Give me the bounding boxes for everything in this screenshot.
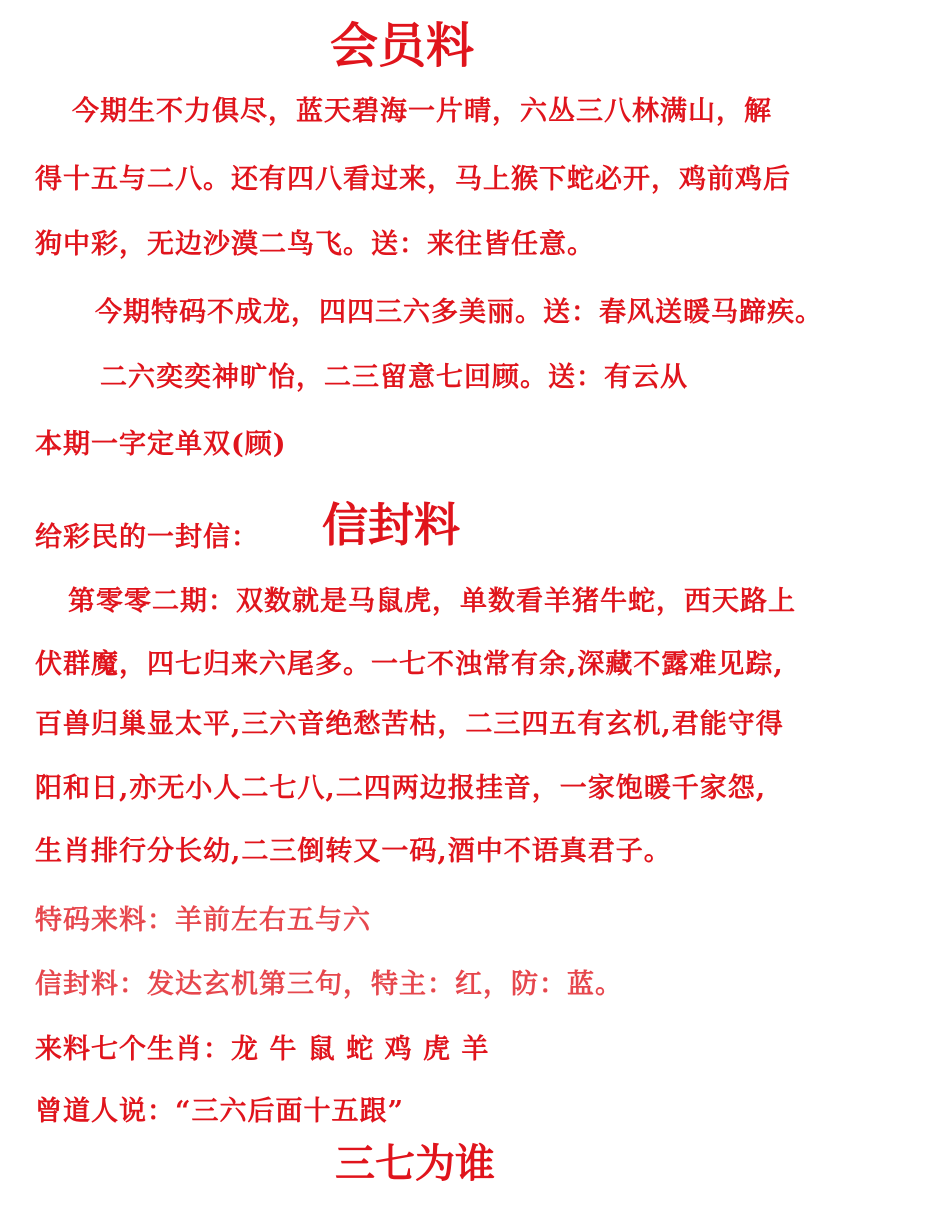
member-line-3: 狗中彩，无边沙漠二鸟飞。送：来往皆任意。 (35, 229, 595, 260)
envelope-material: 信封料：发达玄机第三句，特主：红，防：蓝。 (35, 969, 623, 1000)
letter-line-3: 百兽归巢显太平,三六音绝愁苦枯，二三四五有玄机,君能守得 (35, 709, 784, 740)
member-title: 会员料 (330, 18, 475, 74)
taoist-saying: 曾道人说：“三六后面十五跟” (35, 1096, 405, 1127)
member-line-5: 二六奕奕神旷怡，二三留意七回顾。送：有云从 (100, 362, 688, 393)
member-line-6: 本期一字定单双(顾) (35, 429, 287, 460)
member-line-2: 得十五与二八。还有四八看过来，马上猴下蛇必开，鸡前鸡后 (35, 164, 791, 195)
letter-line-4: 阳和日,亦无小人二七八,二四两边报挂音，一家饱暖千家怨, (35, 773, 767, 804)
member-line-4: 今期特码不成龙，四四三六多美丽。送：春风送暖马蹄疾。 (95, 297, 823, 328)
letter-title: 信封料 (322, 498, 460, 552)
letter-line-1: 第零零二期：双数就是马鼠虎，单数看羊猪牛蛇，西天路上 (68, 586, 796, 617)
closing-title: 三七为谁 (335, 1141, 495, 1187)
letter-line-5: 生肖排行分长幼,二三倒转又一码,酒中不语真君子。 (35, 836, 672, 867)
special-code-material: 特码来料：羊前左右五与六 (35, 905, 371, 936)
seven-zodiacs: 来料七个生肖：龙 牛 鼠 蛇 鸡 虎 羊 (35, 1034, 490, 1065)
letter-intro: 给彩民的一封信： (35, 522, 259, 553)
letter-line-2: 伏群魔，四七归来六尾多。一七不浊常有余,深藏不露难见踪, (35, 649, 784, 680)
member-line-1: 今期生不力俱尽，蓝天碧海一片晴，六丛三八林满山，解 (72, 96, 772, 127)
